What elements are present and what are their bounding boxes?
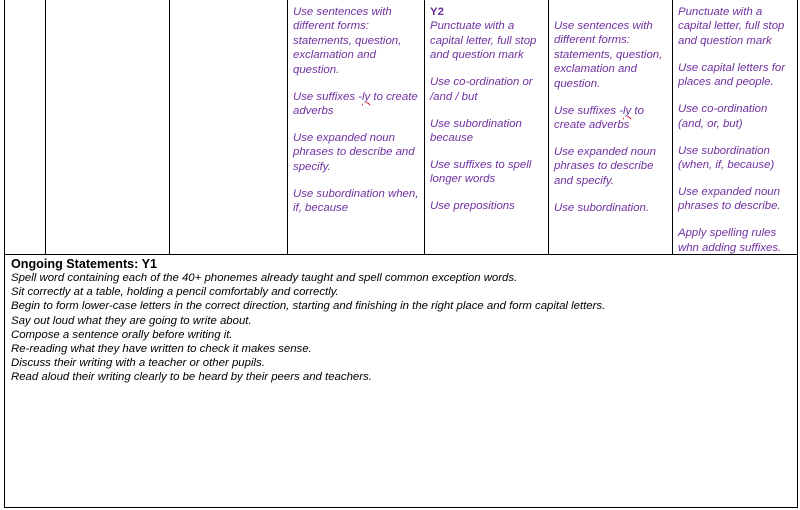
table-border xyxy=(287,0,288,254)
objectives-cell-col5 xyxy=(550,19,671,215)
objective-text xyxy=(293,90,419,119)
list-item: Spell word containing each of the 40+ phonemes already taught and spell common exception words. xyxy=(11,272,518,284)
list-item: Say out loud what they are going to write about. xyxy=(11,314,252,327)
spelling-marked-word: ly xyxy=(362,90,371,103)
objective-text: Use subordination when, if, because xyxy=(293,187,419,215)
objective-text: to create xyxy=(370,90,418,103)
table-border xyxy=(169,0,170,254)
objective-text: Use co-ordination (and, or, but) xyxy=(678,103,768,130)
objective-text: Punctuate with a capital letter, full stop and question mark xyxy=(430,20,537,62)
table-border xyxy=(548,0,549,254)
objective-text: Use suffixes to spell longer words xyxy=(430,159,532,186)
objective-text: Apply spelling rules whn adding suffixes. xyxy=(678,227,782,254)
list-item: Discuss their writing with a teacher or other pupils. xyxy=(11,357,265,370)
list-item: Re-reading what they have written to check it makes sense. xyxy=(11,343,312,356)
objective-text: Use co-ordination or /and / but xyxy=(430,76,533,103)
list-item: Begin to form lower-case letters in the correct direction, starting and finishing in the right place and form capital letters. xyxy=(11,300,606,313)
objective-text: Use subordination (when, if, because) xyxy=(678,144,775,172)
objective-text: Use sentences with different forms: statements, question, exclamation and question. xyxy=(554,20,663,90)
table-border xyxy=(672,0,673,254)
objective-text: Use prepositions xyxy=(430,200,515,213)
objective-text: create adverbs xyxy=(554,119,630,132)
objective-text: Use suffixes - xyxy=(293,90,362,103)
objective-text: Use capital letters for places and people. xyxy=(678,61,785,89)
list-item: Compose a sentence orally before writing it. xyxy=(11,328,233,341)
list-item: Sit correctly at a table, holding a pencil comfortably and correctly. xyxy=(11,286,339,299)
objective-text: Punctuate with a capital letter, full stop and question mark xyxy=(678,6,785,47)
section-title: Ongoing Statements: Y1 xyxy=(11,257,158,271)
objective-text: Use sentences with different forms: statements, question, exclamation and question. xyxy=(293,6,402,76)
table-border xyxy=(45,0,46,254)
ongoing-statements-section xyxy=(11,257,791,385)
objective-text: Use subordination. xyxy=(554,201,649,214)
objective-text: Use subordination because xyxy=(430,117,522,145)
objective-text: adverbs xyxy=(293,105,334,118)
objectives-cell-col6 xyxy=(674,5,796,255)
objective-text: Use expanded noun phrases to describe and specify. xyxy=(293,132,415,173)
objective-text: Use suffixes - xyxy=(554,104,623,117)
statement-list xyxy=(11,271,791,385)
objectives-cell-col4 xyxy=(426,5,547,214)
objective-text: to xyxy=(631,104,644,117)
spelling-marked-word: ly xyxy=(623,104,632,117)
table-border xyxy=(4,507,798,508)
objectives-cell-col3 xyxy=(289,5,423,216)
table-border xyxy=(424,0,425,254)
year-heading: Y2 xyxy=(430,6,444,18)
objective-text: Use expanded noun phrases to describe and specify. xyxy=(554,146,656,187)
list-item: Read aloud their writing clearly to be heard by their peers and teachers. xyxy=(11,371,372,384)
objective-text: Use expanded noun phrases to describe. xyxy=(678,186,781,213)
objective-text xyxy=(554,104,667,133)
